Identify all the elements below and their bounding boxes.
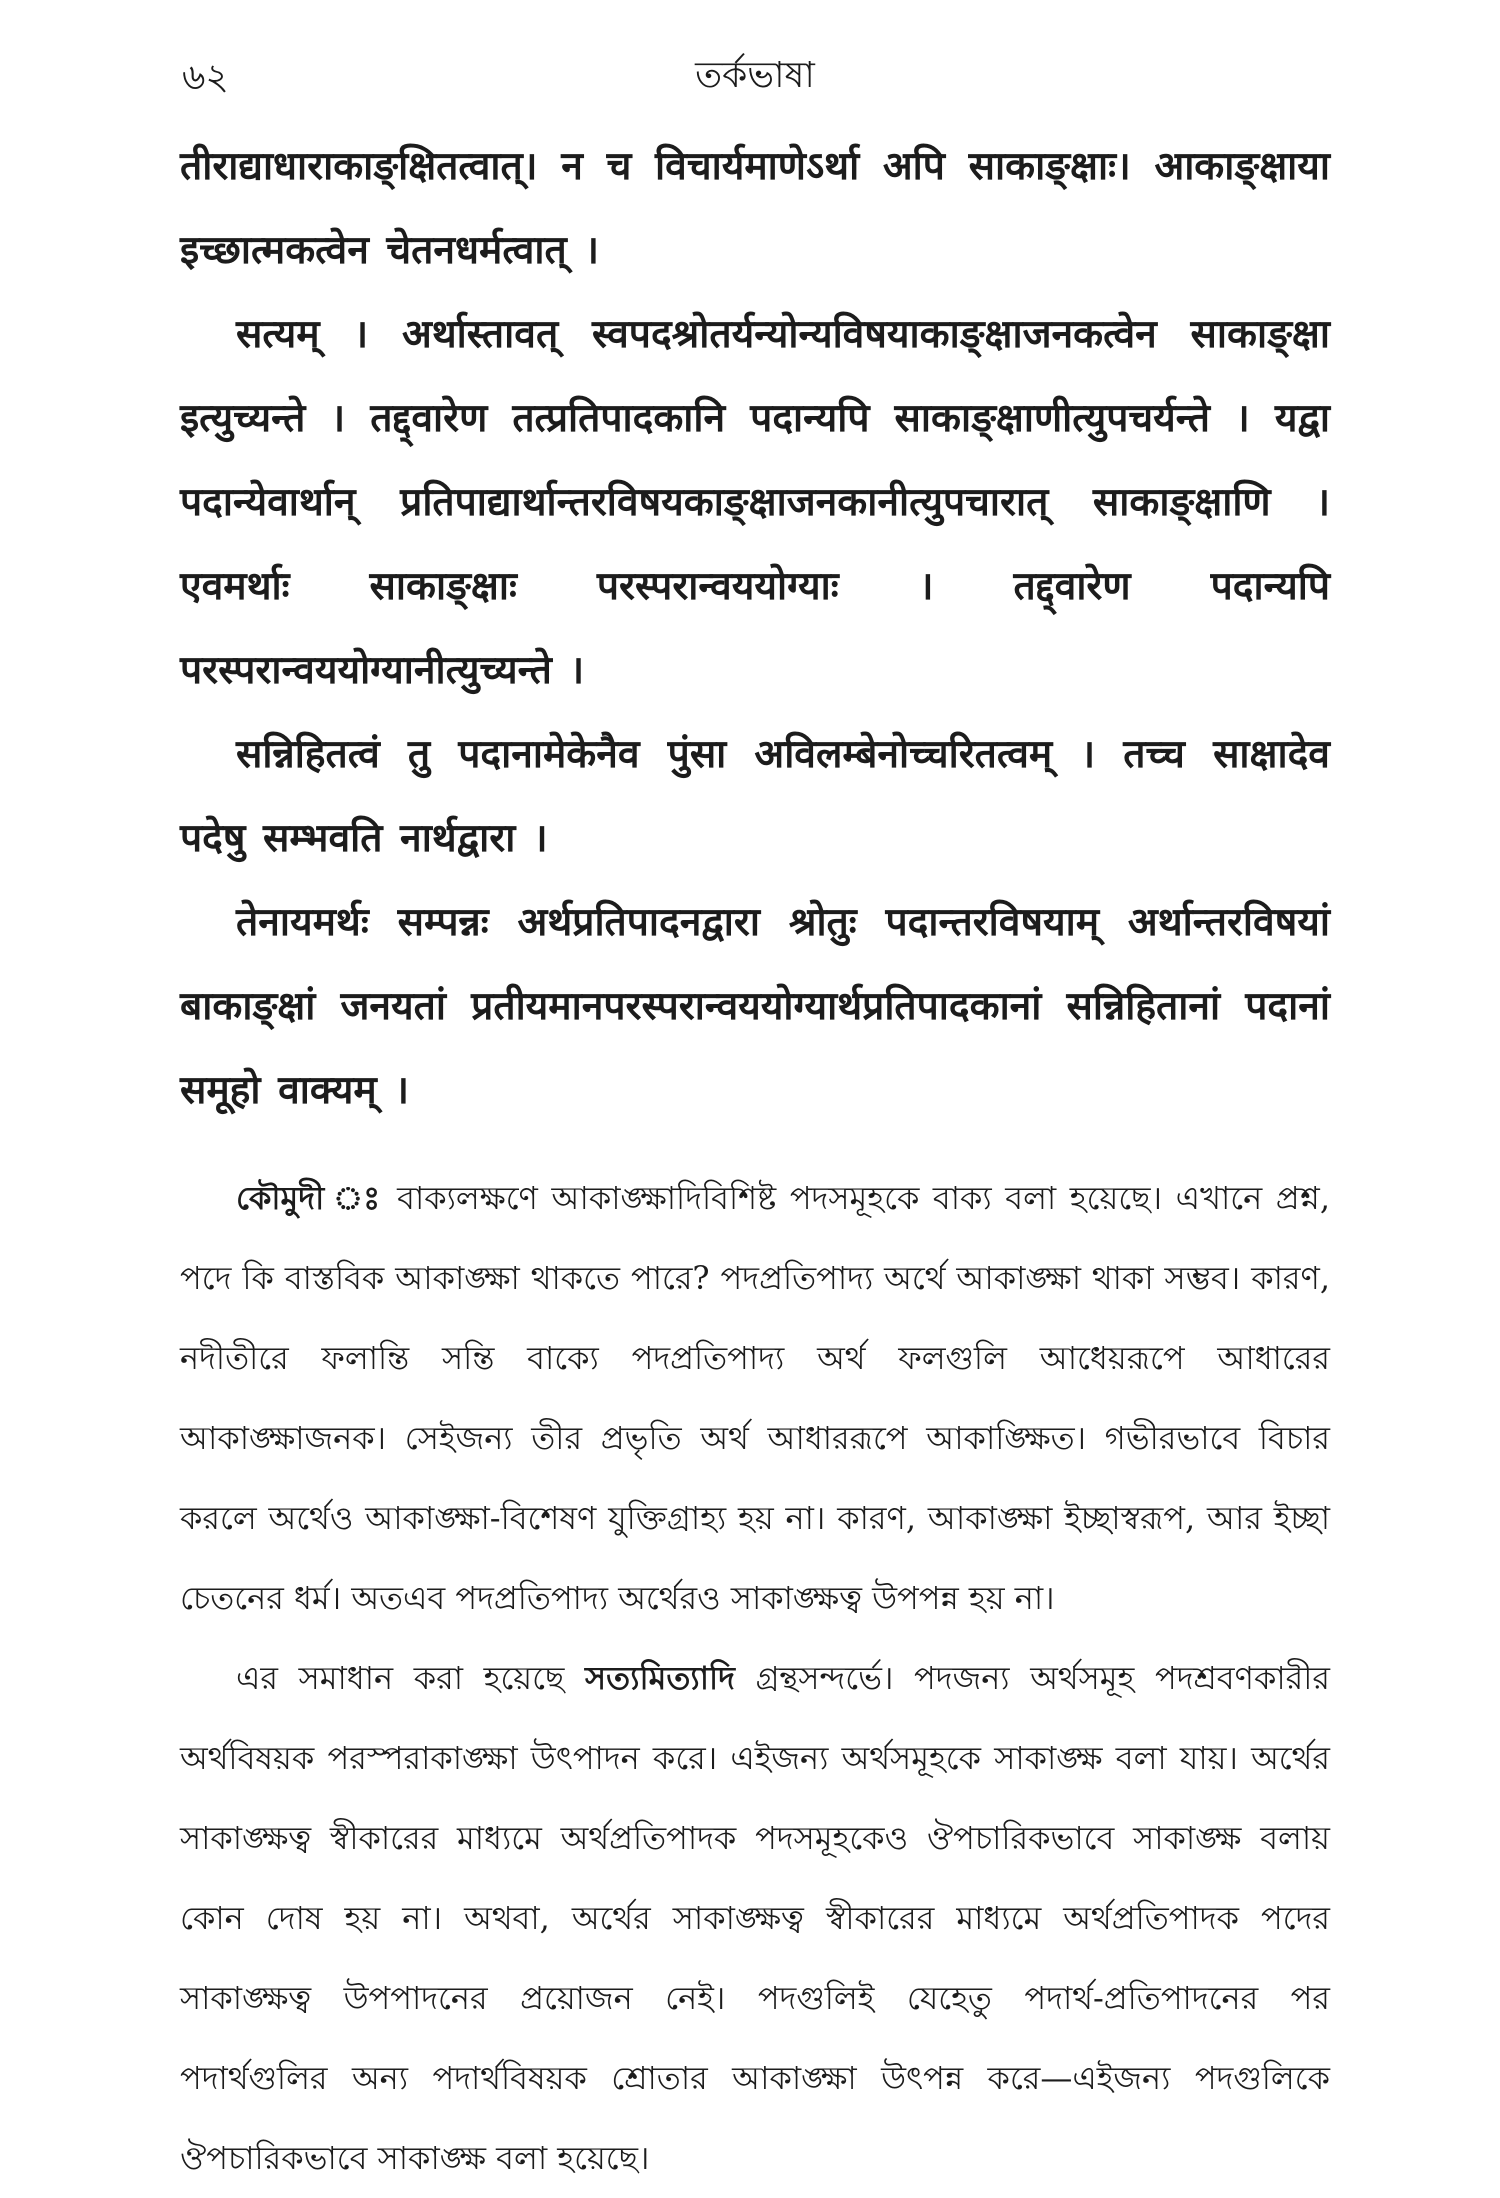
commentary-paragraph-2-lead: এর সমাধান করা হয়েছে xyxy=(236,1659,586,1697)
bengali-commentary-block xyxy=(180,1158,1330,2198)
running-title: তর্কভাষা xyxy=(695,55,815,96)
sanskrit-paragraph-2: सत्यम् । अर्थास्तावत् स्वपदश्रोतर्यन्योन्यविषयाकाङ्क्षाजनकत्वेन साकाङ्क्षा इत्युच्यन्ते । तद्द्वारेण तत्प्रतिपादकानि पदान्यपि साकाङ्क्षाणीत्युपचर्यन्ते । यद्वा पदान्येवार्थान् प्रतिपाद्यार्थान्तरविषयकाङ्क्षाजनकानीत्युपचारात् साकाङ्क्षाणि । एवमर्थाः साकाङ्क्षाः परस्परान्वययोग्याः । तद्द्वारेण पदान्यपि परस्परान्वययोग्यानीत्युच्यन्ते । xyxy=(180,311,1330,693)
commentary-paragraph-1 xyxy=(180,1158,1330,1638)
page-header xyxy=(180,40,1330,110)
commentary-label: কৌমুদী ঃ xyxy=(236,1179,384,1217)
page-number: ৬২ xyxy=(182,57,229,98)
commentary-cited-term: সত্যমিত্যাদি xyxy=(585,1659,735,1697)
sanskrit-paragraph-1: तीराद्याधाराकाङ्क्षितत्वात्। न च विचार्यमाणेऽर्था अपि साकाङ्क्षाः। आकाङ्क्षाया इच्छात्मकत्वेन चेतनधर्मत्वात् । xyxy=(180,143,1330,273)
commentary-paragraph-2 xyxy=(180,1638,1330,2198)
sanskrit-paragraph-4: तेनायमर्थः सम्पन्नः अर्थप्रतिपादनद्वारा श्रोतुः पदान्तरविषयाम् अर्थान्तरविषयां बाकाङ्क्षां जनयतां प्रतीयमानपरस्परान्वययोग्यार्थप्रतिपादकानां सन्निहितानां पदानां समूहो वाक्यम् । xyxy=(180,899,1330,1113)
commentary-paragraph-1-text: বাক্যলক্ষণে আকাঙ্ক্ষাদিবিশিষ্ট পদসমূহকে বাক্য বলা হয়েছে। এখানে প্রশ্ন, পদে কি বাস্তবিক আকাঙ্ক্ষা থাকতে পারে? পদপ্রতিপাদ্য অর্থে আকাঙ্ক্ষা থাকা সম্ভব। কারণ, নদীতীরে ফলান্তি সন্তি বাক্যে পদপ্রতিপাদ্য অর্থ ফলগুলি আধেয়রূপে আধারের আকাঙ্ক্ষাজনক। সেইজন্য তীর প্রভৃতি অর্থ আধাররূপে আকাঙ্ক্ষিত। গভীরভাবে বিচার করলে অর্থেও আকাঙ্ক্ষা-বিশেষণ যুক্তিগ্রাহ্য হয় না। কারণ, আকাঙ্ক্ষা ইচ্ছাস্বরূপ, আর ইচ্ছা চেতনের ধর্ম। অতএব পদপ্রতিপাদ্য অর্থেরও সাকাঙ্ক্ষত্ব উপপন্ন হয় না। xyxy=(180,1179,1330,1617)
sanskrit-text-block xyxy=(180,124,1330,1132)
sanskrit-paragraph-3: सन्निहितत्वं तु पदानामेकेनैव पुंसा अविलम्बेनोच्चरितत्वम् । तच्च साक्षादेव पदेषु सम्भवति नार्थद्वारा । xyxy=(180,731,1330,861)
commentary-paragraph-2-text: গ্রন্থসন্দর্ভে। পদজন্য অর্থসমূহ পদশ্রবণকারীর অর্থবিষয়ক পরস্পরাকাঙ্ক্ষা উৎপাদন করে। এইজন্য অর্থসমূহকে সাকাঙ্ক্ষ বলা যায়। অর্থের সাকাঙ্ক্ষত্ব স্বীকারের মাধ্যমে অর্থপ্রতিপাদক পদসমূহকেও ঔপচারিকভাবে সাকাঙ্ক্ষ বলায় কোন দোষ হয় না। অথবা, অর্থের সাকাঙ্ক্ষত্ব স্বীকারের মাধ্যমে অর্থপ্রতিপাদক পদের সাকাঙ্ক্ষত্ব উপপাদনের প্রয়োজন নেই। পদগুলিই যেহেতু পদার্থ-প্রতিপাদনের পর পদার্থগুলির অন্য পদার্থবিষয়ক শ্রোতার আকাঙ্ক্ষা উৎপন্ন করে—এইজন্য পদগুলিকে ঔপচারিকভাবে সাকাঙ্ক্ষ বলা হয়েছে। xyxy=(180,1659,1330,2177)
